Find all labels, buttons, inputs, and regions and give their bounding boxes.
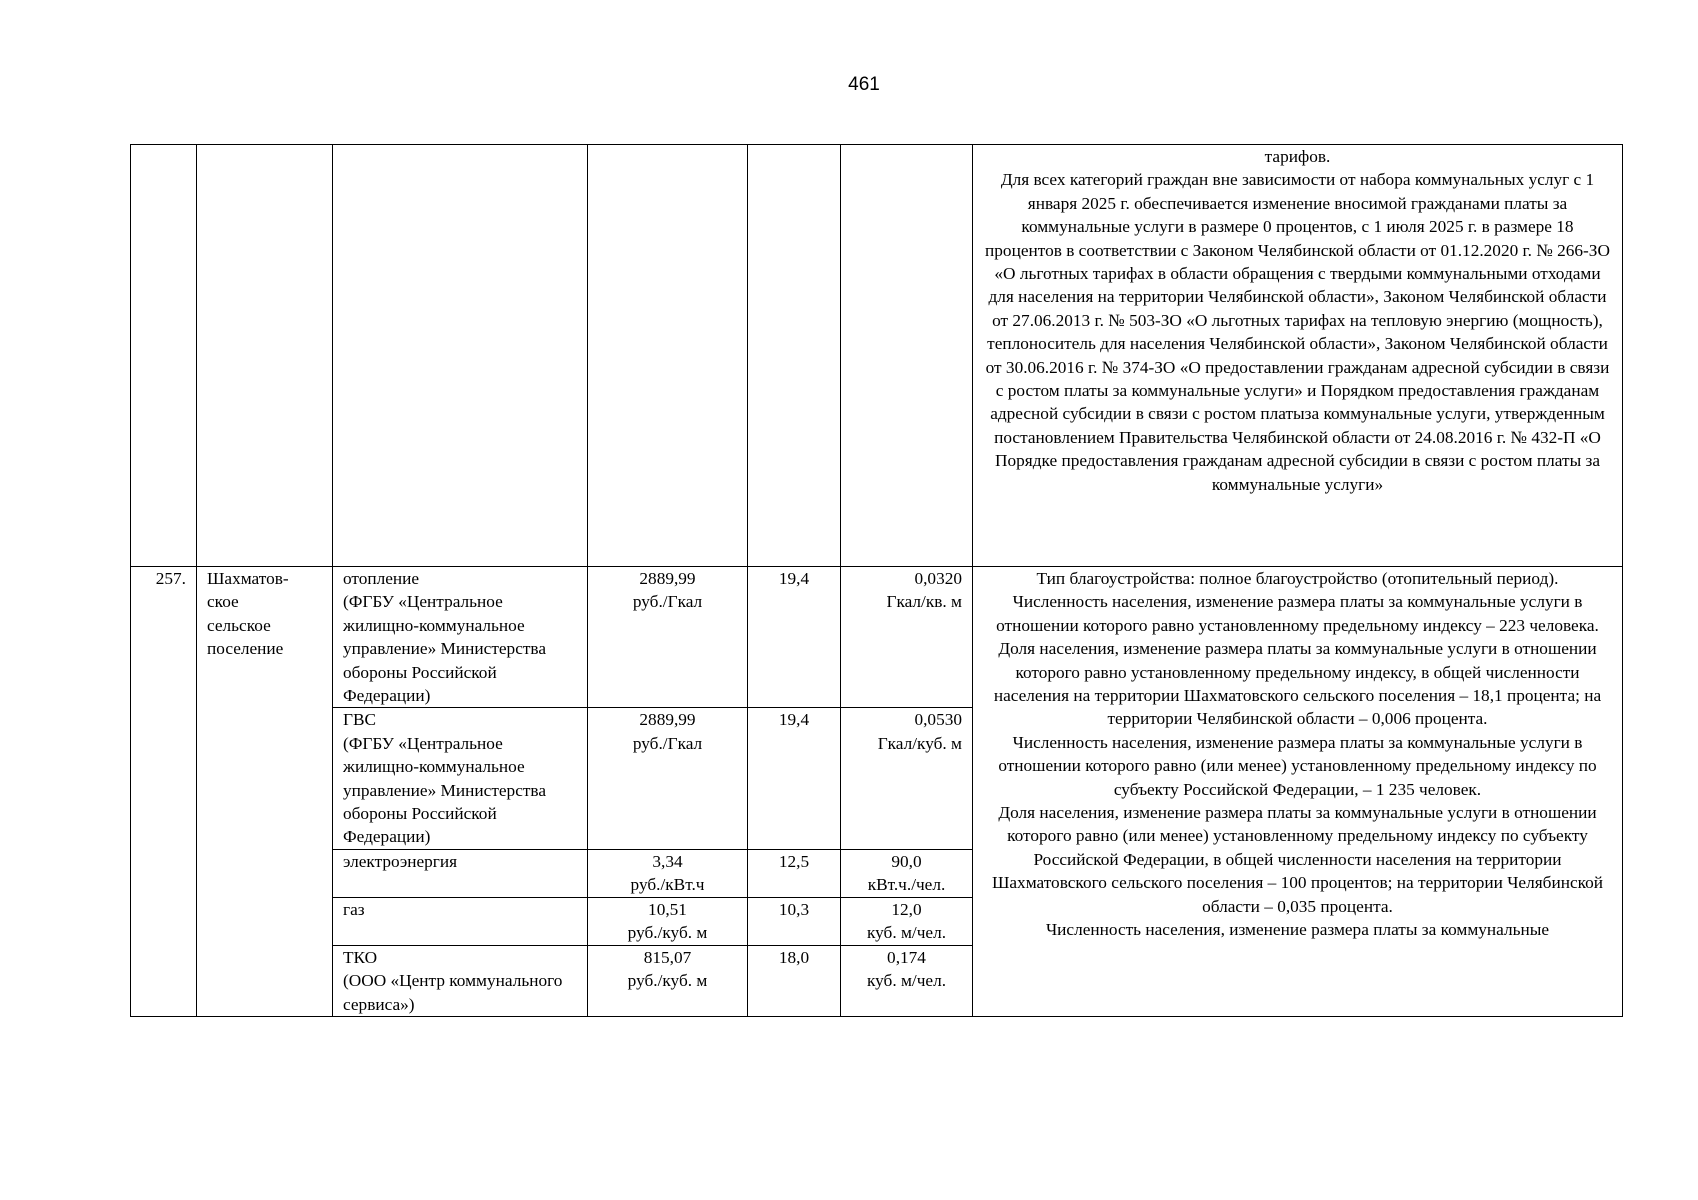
norm-value: 12,0 куб. м/чел.	[841, 897, 973, 945]
cell-norm	[841, 145, 973, 567]
continuation-note: тарифов. Для всех категорий граждан вне зависимости от набора коммунальных услуг с 1 января 2025 г. обеспечивается изменение вносимой гражданами платы за коммунальные услуги в размере 0 процентов, с 1 июля 2025 г. в размере 18 процентов в соответствии с Законом Челябинской области от 01.12.2020 г. № 266-ЗО «О льготных тарифах в области обращения с твердыми коммунальными отходами для населения на территории Челябинской области», Законом Челябинской области от 27.06.2013 г. № 503-ЗО «О льготных тарифах на тепловую энергию (мощность), теплоноситель для населения Челябинской области», Законом Челябинской области от 30.06.2016 г. № 374-ЗО «О предоставлении гражданам адресной субсидии в связи с ростом платы за коммунальные услуги» и Порядком предоставления гражданам адресной субсидии в связи с ростом платыза коммунальные услуги, утвержденным постановлением Правительства Челябинской области от 24.08.2016 г. № 432-П «О Порядке предоставления гражданам адресной субсидии в связи с ростом платы за коммунальные услуги»	[973, 145, 1623, 567]
rate-value: 19,4	[748, 708, 841, 849]
rate-value: 19,4	[748, 567, 841, 708]
norm-value: 0,0530 Гкал/куб. м	[841, 708, 973, 849]
tariff-value: 3,34 руб./кВт.ч	[588, 849, 748, 897]
tariff-value: 10,51 руб./куб. м	[588, 897, 748, 945]
continuation-row	[131, 145, 1623, 567]
service-name: отопление (ФГБУ «Центральное жилищно-коммунальное управление» Министерства обороны Российской Федерации)	[333, 567, 588, 708]
rate-value: 10,3	[748, 897, 841, 945]
norm-value: 0,0320 Гкал/кв. м	[841, 567, 973, 708]
service-name: ТКО (ООО «Центр коммунального сервиса»)	[333, 945, 588, 1016]
table-row-heating	[131, 567, 1623, 708]
page-number: 461	[848, 74, 880, 95]
rate-value: 12,5	[748, 849, 841, 897]
service-name: ГВС (ФГБУ «Центральное жилищно-коммунальное управление» Министерства обороны Российской Федерации)	[333, 708, 588, 849]
rate-value: 18,0	[748, 945, 841, 1016]
norm-value: 90,0 кВт.ч./чел.	[841, 849, 973, 897]
cell-rate	[748, 145, 841, 567]
tariff-table	[130, 144, 1623, 1017]
tariff-value: 2889,99 руб./Гкал	[588, 567, 748, 708]
cell-service	[333, 145, 588, 567]
cell-number	[131, 145, 197, 567]
tariff-value: 815,07 руб./куб. м	[588, 945, 748, 1016]
norm-value: 0,174 куб. м/чел.	[841, 945, 973, 1016]
service-name: электроэнергия	[333, 849, 588, 897]
cell-settlement	[197, 145, 333, 567]
cell-tariff	[588, 145, 748, 567]
entry-note: Тип благоустройства: полное благоустройство (отопительный период). Численность населения, изменение размера платы за коммунальные услуги в отношении которого равно установленному предельному индексу – 223 человека. Доля населения, изменение размера платы за коммунальные услуги в отношении которого равно установленному предельному индексу, в общей численности населения на территории Шахматовского сельского поселения – 18,1 процента; на территории Челябинской области – 0,006 процента. Численность населения, изменение размера платы за коммунальные услуги в отношении которого равно (или менее) установленному предельному индексу по субъекту Российской Федерации, – 1 235 человек. Доля населения, изменение размера платы за коммунальные услуги в отношении которого равно (или менее) установленному предельному индексу по субъекту Российской Федерации, в общей численности населения на территории Шахматовского сельского поселения – 100 процентов; на территории Челябинской области – 0,035 процента. Численность населения, изменение размера платы за коммунальные	[973, 567, 1623, 1017]
service-name: газ	[333, 897, 588, 945]
tariff-value: 2889,99 руб./Гкал	[588, 708, 748, 849]
settlement-name: Шахматов- ское сельское поселение	[197, 567, 333, 1017]
entry-number: 257.	[131, 567, 197, 1017]
